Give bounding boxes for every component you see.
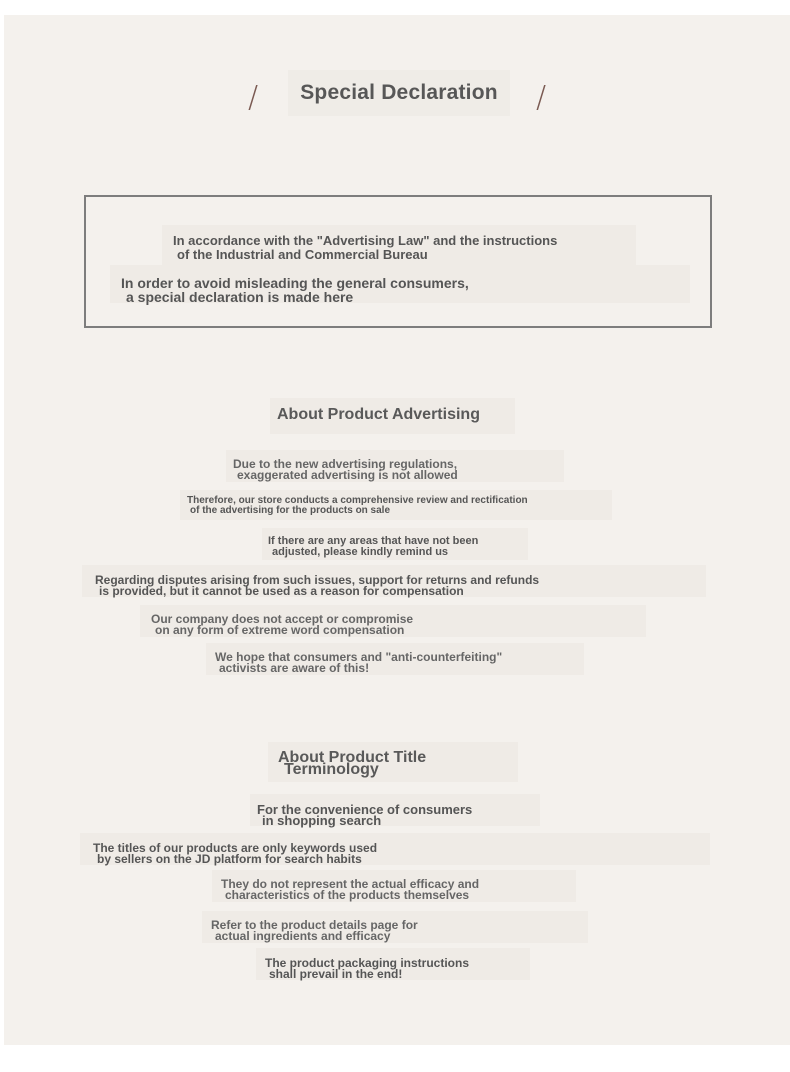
- adv-item-6-line-2: activists are aware of this!: [219, 661, 370, 675]
- adv-item-1: [233, 458, 458, 481]
- term-item-2: [93, 842, 377, 865]
- adv-item-6-line-1: We hope that consumers and "anti-counterfeiting": [215, 650, 503, 664]
- terminology-heading: [278, 749, 427, 779]
- adv-item-3-line-1: If there are any areas that have not been: [268, 535, 479, 547]
- declaration-text-1: [173, 234, 557, 261]
- term-item-1-line-1: For the convenience of consumers: [257, 802, 473, 817]
- left-slash-decoration: /: [248, 80, 259, 115]
- adv-item-1-line-1: Due to the new advertising regulations,: [233, 457, 458, 471]
- page-title: [288, 70, 510, 116]
- term-item-4-line-2: actual ingredients and efficacy: [215, 929, 391, 943]
- term-item-3: [221, 878, 479, 901]
- terminology-heading-line-2: Terminology: [284, 761, 379, 779]
- adv-item-1-line-2: exaggerated advertising is not allowed: [237, 468, 458, 482]
- term-item-4-line-1: Refer to the product details page for: [211, 918, 418, 932]
- adv-item-6: [215, 651, 502, 674]
- term-item-3-line-2: characteristics of the products themselves: [225, 888, 470, 902]
- page-title-text: Special Declaration: [300, 81, 498, 104]
- term-item-5: [265, 957, 469, 980]
- adv-item-2-line-2: of the advertising for the products on sale: [190, 505, 391, 516]
- adv-item-4-line-2: is provided, but it cannot be used as a reason for compensation: [99, 584, 464, 598]
- declaration-line-4: a special declaration is made here: [126, 289, 354, 305]
- declaration-line-3: In order to avoid misleading the general consumers,: [121, 275, 469, 291]
- adv-item-5-line-2: on any form of extreme word compensation: [155, 623, 405, 637]
- adv-item-5-line-1: Our company does not accept or compromise: [151, 612, 414, 626]
- term-item-3-line-1: They do not represent the actual efficacy and: [221, 877, 480, 891]
- term-item-5-line-2: shall prevail in the end!: [269, 967, 403, 981]
- declaration-text-2: [121, 276, 469, 304]
- declaration-line-2: of the Industrial and Commercial Bureau: [177, 247, 428, 262]
- adv-item-4: [95, 574, 539, 597]
- advertising-heading: About Product Advertising: [277, 406, 480, 423]
- terminology-heading-line-1: About Product Title: [278, 749, 427, 766]
- term-item-2-line-1: The titles of our products are only keywords used: [93, 841, 378, 855]
- term-item-2-line-2: by sellers on the JD platform for search habits: [97, 852, 362, 866]
- adv-item-5: [151, 613, 413, 636]
- declaration-line-1: In accordance with the "Advertising Law" and the instructions: [173, 233, 558, 248]
- term-item-1: [257, 803, 472, 827]
- right-slash-decoration: /: [536, 80, 547, 115]
- term-item-4: [211, 919, 418, 942]
- adv-item-2-line-1: Therefore, our store conducts a comprehensive review and rectification: [187, 495, 528, 506]
- adv-item-3-line-2: adjusted, please kindly remind us: [272, 546, 449, 558]
- term-item-5-line-1: The product packaging instructions: [265, 956, 470, 970]
- adv-item-2: [187, 496, 528, 516]
- adv-item-3: [268, 536, 478, 558]
- term-item-1-line-2: in shopping search: [262, 813, 382, 828]
- adv-item-4-line-1: Regarding disputes arising from such issues, support for returns and refunds: [95, 573, 540, 587]
